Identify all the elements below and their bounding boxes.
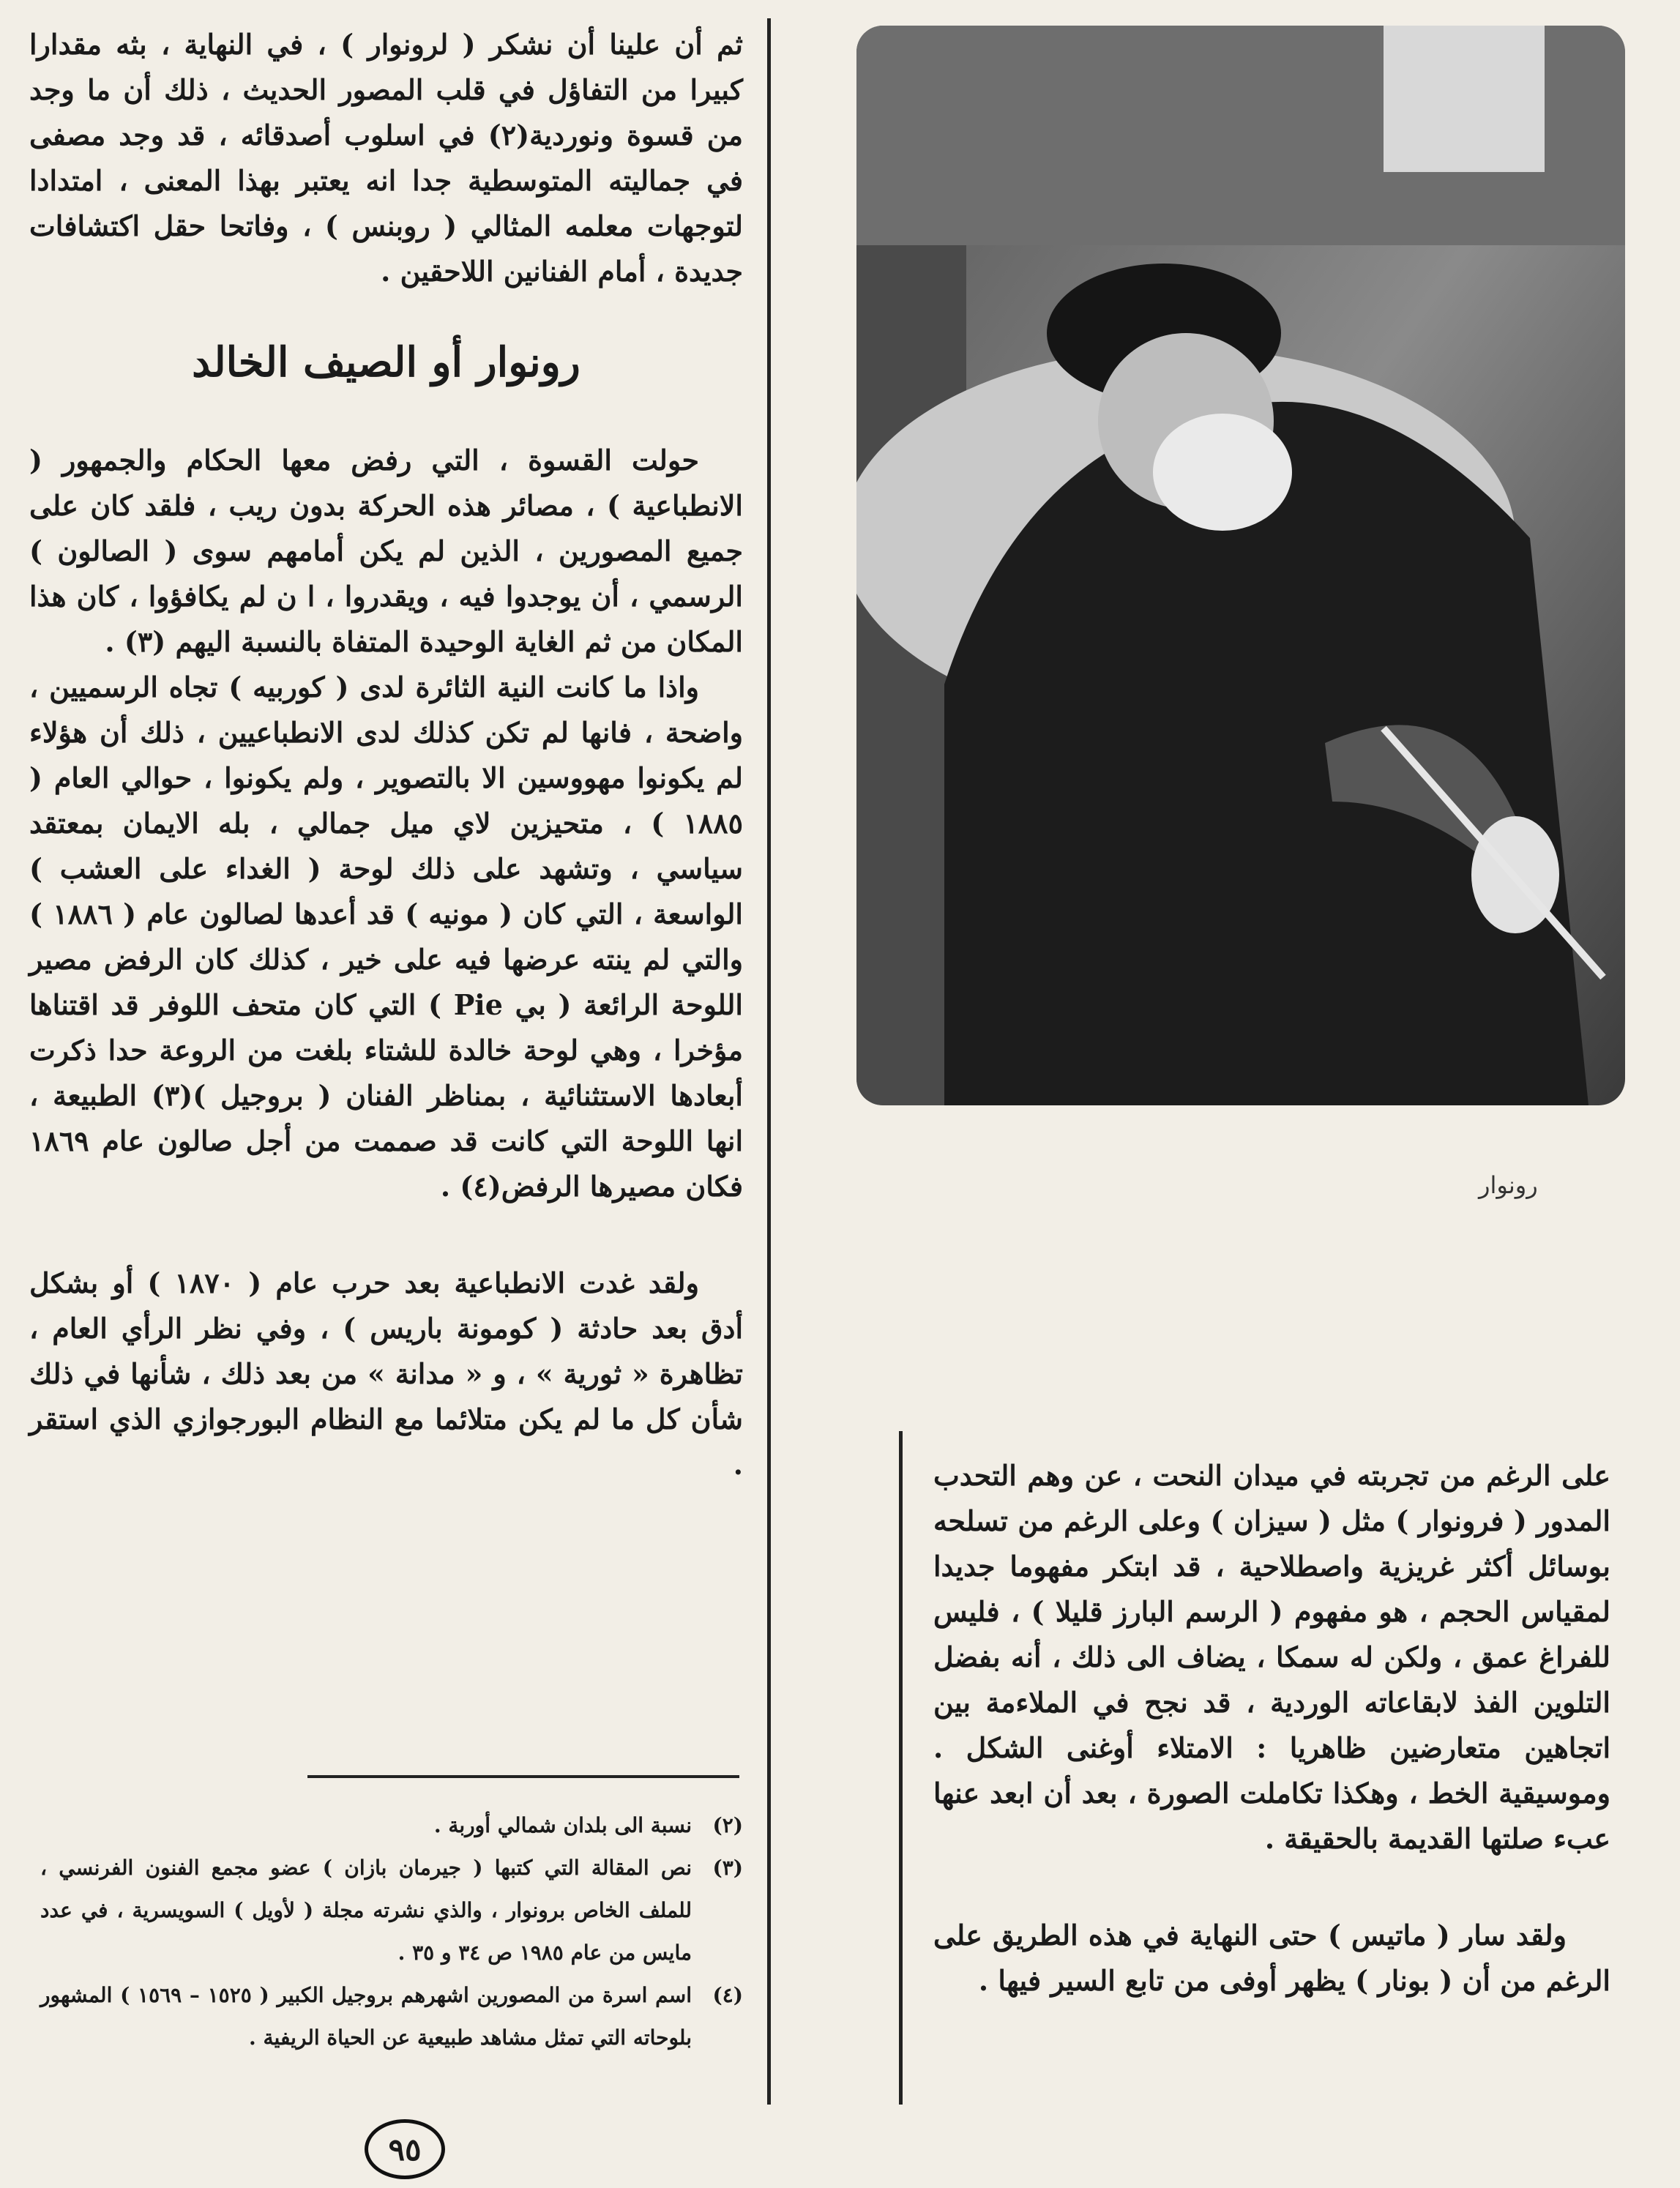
footnote (40, 1847, 743, 1974)
portrait-photo (856, 26, 1625, 1105)
column-divider (899, 1431, 903, 2105)
footnote (40, 1974, 743, 2059)
page-number: ٩٥ (365, 2119, 445, 2179)
footnotes (40, 1804, 743, 2059)
footnote-number: (٢) (712, 1813, 743, 1837)
intro-paragraph: ثم أن علينا أن نشكر ( لرونوار ) ، في النهاية ، بثه مقدارا كبيرا من التفاؤل في قلب المصور الحديث ، ذلك أن ما وجد من قسوة ونوردية(٢) في اسلوب أصدقائه ، قد وجد مصفى في جماليته المتوسطية جدا انه يعتبر بهذا المعنى ، امتدادا لتوجهات معلمه المثالي ( روبنس ) ، وفاتحا حقل اكتشافات جديدة ، أمام الفنانين اللاحقين . (29, 28, 743, 288)
footnote-number: (٣) (712, 1856, 743, 1880)
body-paragraph: ولقد غدت الانطباعية بعد حرب عام ( ١٨٧٠ ) أو بشكل أدق بعد حادثة ( كومونة باريس ) ، وفي نظر الرأي العام ، تظاهرة « ثورية » ، و « مدانة » من بعد ذلك ، شأنها في ذلك شأن كل ما لم يكن متلائما مع النظام البورجوازي الذي استقر . (29, 1266, 743, 1481)
footnote-divider (307, 1775, 739, 1778)
body-paragraph: حولت القسوة ، التي رفض معها الحكام والجمهور ( الانطباعية ) ، مصائر هذه الحركة بدون ريب ، فلقد كان على جميع المصورين ، الذين لم يكن أمامهم سوى ( الصالون ) الرسمي ، أن يوجدوا فيه ، ويقدروا ، ا ن لم يكافؤوا ، كان هذا المكان من ثم الغاية الوحيدة المتفاة بالنسبة اليهم (٣) . (29, 444, 743, 658)
left-column (933, 1453, 1610, 2004)
footnote-text: نسبة الى بلدان شمالي أوربة . (433, 1813, 692, 1837)
section-heading: رونوار أو الصيف الخالد (192, 338, 580, 387)
body-paragraph: واذا ما كانت النية الثائرة لدى ( كوربيه ) تجاه الرسميين ، واضحة ، فانها لم تكن كذلك لدى الانطباعيين ، ذلك أن هؤلاء لم يكونوا مهووسين الا بالتصوير ، ولم يكونوا ، حوالي العام ( ١٨٨٥ ) ، متحيزين لاي ميل جمالي ، بله الايمان بمعتقد سياسي ، وتشهد على ذلك لوحة ( الغداء على العشب ) الواسعة ، التي كان ( مونيه ) قد أعدها لصالون عام ( ١٨٨٦ ) والتي لم ينته عرضها فيه على خير ، كذلك كان الرفض مصير اللوحة الرائعة ( بي Pie ) التي كان متحف اللوفر قد اقتناها مؤخرا ، وهي لوحة خالدة للشتاء بلغت من الروعة حدا ذكرت أبعادها الاستثنائية ، بمناظر الفنان ( بروجيل )(٣) الطبيعة ، انها اللوحة التي كانت قد صممت من أجل صالون عام ١٨٦٩ فكان مصيرها الرفض(٤) . (29, 671, 743, 1203)
footnote-text: اسم اسرة من المصورين اشهرهم بروجيل الكبير ( ١٥٢٥ – ١٥٦٩ ) المشهور بلوحاته التي تمثل مشاهد طبيعية عن الحياة الريفية . (40, 1983, 692, 2050)
footnote (40, 1804, 743, 1847)
column-divider (767, 18, 771, 2105)
body-paragraph: ولقد سار ( ماتيس ) حتى النهاية في هذه الطريق على الرغم من أن ( بونار ) يظهر أوفى من تابع السير فيها . (933, 1919, 1610, 1997)
right-column (29, 22, 743, 1487)
photo-caption: رونوار (1479, 1171, 1538, 1199)
body-paragraph: على الرغم من تجربته في ميدان النحت ، عن وهم التحدب المدور ( فرونوار ) مثل ( سيزان ) وعلى الرغم من تسلحه بوسائل أكثر غريزية واصطلاحية ، قد ابتكر مفهوما جديدا لمقياس الحجم ، هو مفهوم ( الرسم البارز قليلا ) ، فليس للفراغ عمق ، ولكن له سمكا ، يضاف الى ذلك ، أنه بفضل التلوين الفذ لابقاعاته الوردية ، قد نجح في الملاءمة بين اتجاهين متعارضين ظاهريا : الامتلاء أوغنى الشكل . وموسيقية الخط ، وهكذا تكاملت الصورة ، بعد أن ابعد عنها عبء صلتها القديمة بالحقيقة . (933, 1459, 1610, 1855)
footnote-number: (٤) (712, 1983, 743, 2007)
footnote-text: نص المقالة التي كتبها ( جيرمان بازان ) عضو مجمع الفنون الفرنسي ، للملف الخاص برونوار ، والذي نشرته مجلة ( لأويل ) السويسرية ، في عدد مايس من عام ١٩٨٥ ص ٣٤ و ٣٥ . (40, 1856, 692, 1965)
